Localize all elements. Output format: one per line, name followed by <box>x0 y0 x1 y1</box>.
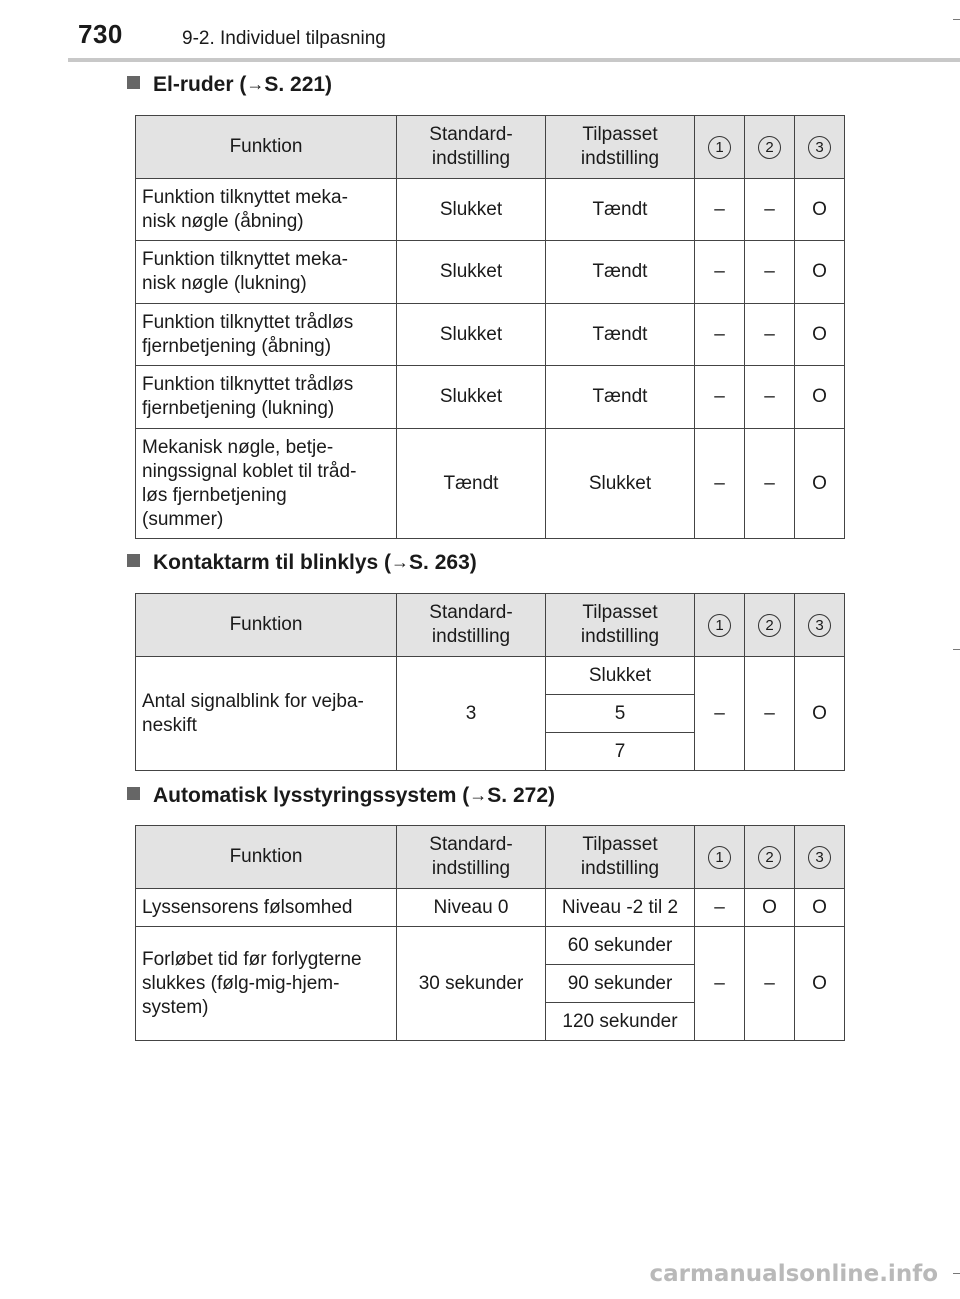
crop-mark-bottom <box>953 1273 960 1274</box>
cell-tilpasset: Niveau -2 til 2 <box>546 889 695 927</box>
square-bullet-icon <box>127 554 140 567</box>
cell-tilpasset-option: Slukket <box>546 657 695 695</box>
col-standard: Standard- indstilling <box>397 594 546 657</box>
table-row <box>136 927 845 965</box>
table-header-row <box>136 594 845 657</box>
cell-2: – <box>745 657 795 771</box>
cell-2: O <box>745 889 795 927</box>
arrow-right-icon: → <box>246 74 265 94</box>
cell-standard: Slukket <box>397 304 546 366</box>
col-3 <box>795 826 845 889</box>
cell-tilpasset: Tændt <box>546 304 695 366</box>
page-number: 730 <box>78 19 123 49</box>
cell-1: – <box>695 366 745 429</box>
cell-tilpasset: Tændt <box>546 179 695 241</box>
cell-tilpasset-option: 120 sekunder <box>546 1003 695 1041</box>
circle-1-icon: 1 <box>708 614 731 637</box>
section-title-lysstyring: Automatisk lysstyringssystem (→S. 272) <box>127 784 555 808</box>
cell-standard: 30 sekunder <box>397 927 546 1041</box>
cell-3: O <box>795 241 845 304</box>
cell-tilpasset-option: 5 <box>546 695 695 733</box>
cell-tilpasset-option: 60 sekunder <box>546 927 695 965</box>
cell-3: O <box>795 304 845 366</box>
circle-1-icon: 1 <box>708 136 731 159</box>
table-header-row <box>136 826 845 889</box>
circle-1-icon: 1 <box>708 846 731 869</box>
circle-3-icon: 3 <box>808 614 831 637</box>
cell-3: O <box>795 657 845 771</box>
cell-standard: Slukket <box>397 241 546 304</box>
cell-funktion: Funktion tilknyttet trådløs fjernbetjening (lukning) <box>136 366 397 429</box>
circle-3-icon: 3 <box>808 846 831 869</box>
col-3 <box>795 116 845 179</box>
table-row <box>136 429 845 539</box>
cell-2: – <box>745 304 795 366</box>
cell-2: – <box>745 429 795 539</box>
section-title-el-ruder: El-ruder (→S. 221) <box>127 73 332 97</box>
table-kontaktarm <box>135 593 845 771</box>
cell-1: – <box>695 429 745 539</box>
col-1 <box>695 826 745 889</box>
cell-2: – <box>745 366 795 429</box>
cell-funktion: Funktion tilknyttet meka- nisk nøgle (åbning) <box>136 179 397 241</box>
cell-1: – <box>695 241 745 304</box>
cell-standard: Tændt <box>397 429 546 539</box>
crop-mark-middle <box>953 649 960 650</box>
col-tilpasset: Tilpasset indstilling <box>546 826 695 889</box>
header-rule <box>68 58 960 62</box>
table-el-ruder <box>135 115 845 539</box>
table-row <box>136 889 845 927</box>
col-standard: Standard- indstilling <box>397 826 546 889</box>
cell-3: O <box>795 889 845 927</box>
cell-tilpasset-option: 7 <box>546 733 695 771</box>
cell-tilpasset: Slukket <box>546 429 695 539</box>
cell-1: – <box>695 889 745 927</box>
col-2 <box>745 116 795 179</box>
cell-2: – <box>745 179 795 241</box>
cell-funktion: Forløbet tid før forlygterne slukkes (følg-mig-hjem- system) <box>136 927 397 1041</box>
cell-3: O <box>795 179 845 241</box>
cell-2: – <box>745 241 795 304</box>
crop-mark-top <box>953 19 960 20</box>
arrow-right-icon: → <box>391 552 410 572</box>
col-tilpasset: Tilpasset indstilling <box>546 116 695 179</box>
col-1 <box>695 116 745 179</box>
page-header <box>0 0 960 62</box>
cell-funktion: Lyssensorens følsomhed <box>136 889 397 927</box>
cell-standard: Niveau 0 <box>397 889 546 927</box>
cell-standard: Slukket <box>397 179 546 241</box>
table-row <box>136 657 845 695</box>
cell-funktion: Antal signalblink for vejba- neskift <box>136 657 397 771</box>
cell-tilpasset-option: 90 sekunder <box>546 965 695 1003</box>
cell-funktion: Mekanisk nøgle, betje- ningssignal koblet til tråd- løs fjernbetjening (summer) <box>136 429 397 539</box>
col-funktion: Funktion <box>136 594 397 657</box>
col-2 <box>745 594 795 657</box>
table-row <box>136 366 845 429</box>
table-row <box>136 241 845 304</box>
cell-standard: 3 <box>397 657 546 771</box>
col-tilpasset: Tilpasset indstilling <box>546 594 695 657</box>
circle-2-icon: 2 <box>758 614 781 637</box>
cell-funktion: Funktion tilknyttet trådløs fjernbetjening (åbning) <box>136 304 397 366</box>
cell-2: – <box>745 927 795 1041</box>
cell-tilpasset: Tændt <box>546 241 695 304</box>
cell-1: – <box>695 179 745 241</box>
watermark: carmanualsonline.info <box>649 1261 938 1287</box>
square-bullet-icon <box>127 76 140 89</box>
col-funktion: Funktion <box>136 116 397 179</box>
col-standard: Standard- indstilling <box>397 116 546 179</box>
square-bullet-icon <box>127 787 140 800</box>
section-title-kontaktarm: Kontaktarm til blinklys (→S. 263) <box>127 551 477 575</box>
circle-3-icon: 3 <box>808 136 831 159</box>
cell-tilpasset: Tændt <box>546 366 695 429</box>
table-lysstyring <box>135 825 845 1041</box>
table-row <box>136 304 845 366</box>
col-funktion: Funktion <box>136 826 397 889</box>
col-3 <box>795 594 845 657</box>
cell-3: O <box>795 366 845 429</box>
table-row <box>136 179 845 241</box>
cell-1: – <box>695 304 745 366</box>
cell-3: O <box>795 429 845 539</box>
circle-2-icon: 2 <box>758 136 781 159</box>
arrow-right-icon: → <box>469 785 488 805</box>
col-2 <box>745 826 795 889</box>
cell-1: – <box>695 657 745 771</box>
chapter-title: 9-2. Individuel tilpasning <box>182 28 386 49</box>
cell-standard: Slukket <box>397 366 546 429</box>
circle-2-icon: 2 <box>758 846 781 869</box>
col-1 <box>695 594 745 657</box>
cell-3: O <box>795 927 845 1041</box>
cell-1: – <box>695 927 745 1041</box>
cell-funktion: Funktion tilknyttet meka- nisk nøgle (lukning) <box>136 241 397 304</box>
table-header-row <box>136 116 845 179</box>
